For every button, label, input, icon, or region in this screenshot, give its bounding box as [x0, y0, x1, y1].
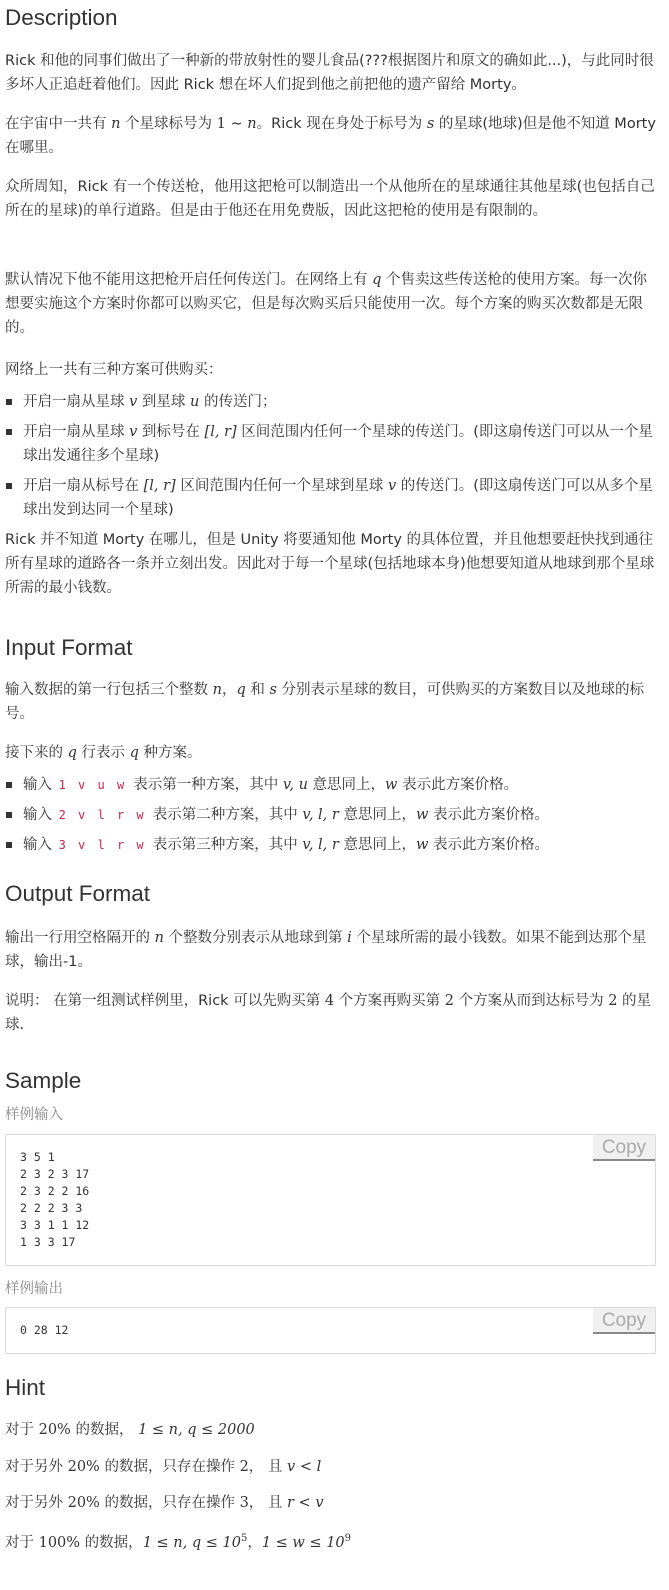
list-item: 开启一扇从星球 v 到星球 u 的传送门； — [5, 390, 656, 414]
sample-heading: Sample — [5, 1068, 82, 1093]
list-item: 开启一扇从标号在 [l, r] 区间范围内任何一个星球到星球 v 的传送门。(即这扇传送门可以从多个星球出发到达同一个星球) — [5, 474, 656, 522]
copy-output-button[interactable]: Copy — [593, 1308, 655, 1334]
sample-output-label: 样例输出 — [5, 1281, 63, 1297]
hint-line-1: 对于 20% 的数据， 1 ≤ n, q ≤ 2000 — [5, 1422, 255, 1438]
input-format-list — [5, 773, 656, 857]
list-item: 开启一扇从星球 v 到标号在 [l, r] 区间范围内任何一个星球的传送门。(即这扇传送门可以从一个星球出发通往多个星球) — [5, 420, 656, 468]
description-heading: Description — [5, 5, 118, 30]
input-format-paragraph-2: 接下来的 q 行表示 q 种方案。 — [5, 745, 202, 761]
hint-heading: Hint — [5, 1375, 46, 1400]
description-paragraph-3: 众所周知，Rick 有一个传送枪，他用这把枪可以制造出一个从他所在的星球通往其他星球(也包括自己所在的星球)的单行道路。但是由于他还在用免费版，因此这把枪的使用是有限制的。 — [5, 179, 655, 219]
sample-input-label: 样例输入 — [5, 1107, 63, 1123]
hint-line-3: 对于另外 20% 的数据，只存在操作 3， 且 r < v — [5, 1495, 324, 1511]
input-format-heading: Input Format — [5, 635, 133, 660]
hint-line-4: 对于 100% 的数据，1 ≤ n, $q \le 10^5$，$1 \le w \le 10^9$ — [5, 1533, 352, 1551]
list-item: 输入 2 v l r w 表示第二种方案，其中 v, l, r 意思同上，w 表示此方案价格。 — [5, 803, 656, 827]
description-paragraph-5: 网络上一共有三种方案可供购买： — [5, 362, 223, 378]
plan-list — [5, 390, 656, 522]
description-paragraph-2: 在宇宙中一共有 n 个星球标号为 1 ∼ n。Rick 现在身处于标号为 s 的星球(地球)但是他不知道 Morty 在哪里。 — [5, 116, 656, 156]
sample-input-box — [5, 1134, 656, 1266]
output-format-paragraph-2: 说明： 在第一组测试样例里，Rick 可以先购买第 4 个方案再购买第 2 个方案从而到达标号为 2 的星球. — [5, 993, 652, 1033]
description-paragraph-6: Rick 并不知道 Morty 在哪儿，但是 Unity 将要通知他 Morty 的具体位置，并且他想要赶快找到通往所有星球的道路各一条并立刻出发。因此对于每一个星球(包括地球本身)他想要知道从地球到那个星球所需的最小钱数。 — [5, 532, 655, 596]
description-paragraph-1: Rick 和他的同事们做出了一种新的带放射性的婴儿食品(???根据图片和原文的确如此...)，与此同时很多坏人正追赶着他们。因此 Rick 想在坏人们捉到他之前把他的遗产留给 Morty。 — [5, 53, 654, 93]
sample-input-text: 3 5 1 2 3 2 3 17 2 3 2 2 16 2 2 2 3 3 3 3 1 1 12 1 3 3 17 — [20, 1150, 90, 1249]
sample-output-text: 0 28 12 — [20, 1323, 69, 1337]
description-paragraph-4: 默认情况下他不能用这把枪开启任何传送门。在网络上有 q 个售卖这些传送枪的使用方案。每一次你想要实施这个方案时你都可以购买它，但是每次购买后只能使用一次。每个方案的购买次数都是无限的。 — [5, 272, 648, 336]
copy-input-button[interactable]: Copy — [593, 1135, 655, 1161]
hint-line-2: 对于另外 20% 的数据，只存在操作 2， 且 v < l — [5, 1459, 322, 1475]
output-format-heading: Output Format — [5, 881, 151, 906]
sample-output-box — [5, 1307, 656, 1354]
list-item: 输入 1 v u w 表示第一种方案，其中 v, u 意思同上，w 表示此方案价格。 — [5, 773, 656, 797]
input-format-paragraph-1: 输入数据的第一行包括三个整数 n，q 和 s 分别表示星球的数目，可供购买的方案数目以及地球的标号。 — [5, 682, 645, 722]
output-format-paragraph-1: 输出一行用空格隔开的 n 个整数分别表示从地球到第 i 个星球所需的最小钱数。如果不能到达那个星球，输出-1。 — [5, 930, 647, 970]
list-item: 输入 3 v l r w 表示第三种方案，其中 v, l, r 意思同上，w 表示此方案价格。 — [5, 833, 656, 857]
